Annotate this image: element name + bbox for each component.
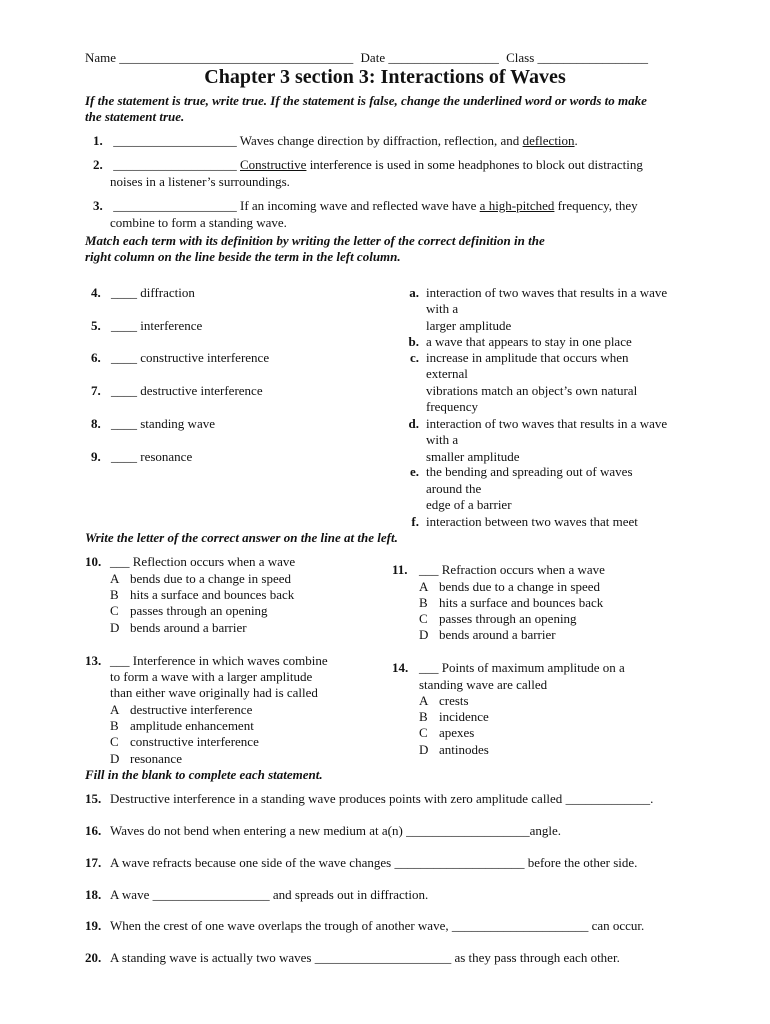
fill-item — [85, 950, 620, 966]
item-number: 20. — [85, 950, 102, 965]
match-term — [91, 416, 215, 432]
option-letter: D — [110, 620, 120, 635]
option-text: bends due to a change in speed — [130, 571, 292, 586]
name-field[interactable]: ____________________________________ — [119, 50, 354, 65]
answer-blank[interactable]: ____ — [111, 285, 137, 300]
fill-item — [85, 855, 637, 871]
definition-letter: e. — [409, 464, 419, 479]
question-14 — [392, 660, 625, 676]
item-text-end: can occur. — [588, 918, 645, 933]
definition-text: interaction of two waves that results in a wave — [426, 285, 668, 300]
item-text-end: and spreads out in diffraction. — [269, 887, 429, 902]
option[interactable] — [110, 571, 291, 587]
answer-blank[interactable]: ___________________ — [113, 133, 237, 148]
question-stem-line2: standing wave are called — [419, 677, 548, 692]
answer-blank[interactable]: ____ — [111, 318, 137, 333]
item-number: 18. — [85, 887, 102, 902]
definition-letter: d. — [408, 416, 419, 431]
item-number: 1. — [93, 133, 103, 148]
option-letter: D — [110, 751, 120, 766]
option[interactable] — [419, 742, 489, 758]
item-text: A wave refracts because one side of the wave changes — [110, 855, 395, 870]
underlined-term: deflection — [522, 133, 575, 148]
item-number: 19. — [85, 918, 102, 933]
option-text: amplitude enhancement — [130, 718, 254, 733]
option-letter: C — [419, 611, 428, 626]
item-number: 9. — [91, 449, 101, 464]
tf-item-3-line2: combine to form a standing wave. — [110, 215, 287, 230]
date-label: Date — [360, 50, 386, 65]
option[interactable] — [110, 751, 182, 767]
answer-blank[interactable]: _____________ — [565, 791, 651, 806]
item-text-end: before the other side. — [524, 855, 638, 870]
option[interactable] — [419, 595, 603, 611]
definition-text: frequency — [426, 399, 478, 414]
option-letter: A — [419, 579, 429, 594]
item-number: 17. — [85, 855, 102, 870]
mc-instructions: Write the letter of the correct answer on the line at the left. — [85, 530, 398, 545]
term-text: interference — [140, 318, 203, 333]
option-letter: C — [110, 734, 119, 749]
answer-blank[interactable]: ____ — [111, 449, 137, 464]
item-text-end: angle. — [529, 823, 561, 838]
item-text: A wave — [110, 887, 153, 902]
definition-letter: c. — [409, 350, 419, 365]
item-text-end: . — [574, 133, 578, 148]
option[interactable] — [419, 709, 489, 725]
option-text: apexes — [439, 725, 475, 740]
item-number: 6. — [91, 350, 101, 365]
item-number: 7. — [91, 383, 101, 398]
option-text: constructive interference — [130, 734, 259, 749]
option-letter: D — [419, 742, 429, 757]
term-text: diffraction — [140, 285, 195, 300]
fill-item — [85, 918, 644, 934]
answer-blank[interactable]: ___________________ — [113, 198, 237, 213]
definition-text: around the — [426, 481, 482, 496]
item-text: Waves do not bend when entering a new medium at a(n) — [110, 823, 407, 838]
item-number: 15. — [85, 791, 102, 806]
underlined-term: a high-pitched — [479, 198, 555, 213]
definition-letter: b. — [408, 334, 419, 349]
item-number: 11. — [392, 562, 408, 577]
definition-text: external — [426, 366, 468, 381]
match-term — [91, 449, 192, 465]
definition-text: smaller amplitude — [426, 449, 520, 464]
date-field[interactable]: _________________ — [388, 50, 499, 65]
option-letter: C — [419, 725, 428, 740]
answer-blank[interactable]: ____ — [111, 416, 137, 431]
option[interactable] — [419, 693, 469, 709]
option-letter: A — [419, 693, 429, 708]
option-text: passes through an opening — [130, 603, 268, 618]
question-stem-line2: to form a wave with a larger amplitude — [110, 669, 313, 684]
option[interactable] — [110, 620, 247, 636]
definition-text: the bending and spreading out of waves — [426, 464, 633, 479]
definition-text: edge of a barrier — [426, 497, 512, 512]
option-text: hits a surface and bounces back — [439, 595, 604, 610]
question-stem: ___ Interference in which waves combine — [110, 653, 328, 668]
item-text: A standing wave is actually two waves — [110, 950, 315, 965]
option-text: resonance — [130, 751, 182, 766]
answer-blank[interactable]: ____________________ — [394, 855, 525, 870]
fill-item — [85, 791, 653, 807]
question-13 — [85, 653, 328, 669]
definition-text: with a — [426, 432, 459, 447]
option-letter: B — [110, 718, 119, 733]
class-label: Class — [506, 50, 535, 65]
class-field[interactable]: _________________ — [537, 50, 649, 65]
match-term — [91, 318, 202, 334]
fill-instructions: Fill in the blank to complete each statement. — [85, 767, 323, 782]
item-number: 16. — [85, 823, 102, 838]
item-text: Waves change direction by diffraction, reflection, and — [239, 133, 523, 148]
option[interactable] — [110, 718, 254, 734]
option-text: passes through an opening — [439, 611, 577, 626]
answer-blank[interactable]: _____________________ — [314, 950, 452, 965]
fill-item — [85, 823, 561, 839]
match-term — [91, 350, 269, 366]
option-text: destructive interference — [130, 702, 253, 717]
definition-letter: f. — [411, 514, 419, 529]
match-instructions-2: right column on the line beside the term in the left column. — [85, 249, 401, 264]
option[interactable] — [419, 627, 556, 643]
item-text: If an incoming wave and reflected wave have — [240, 198, 480, 213]
name-label: Name — [85, 50, 117, 65]
option-letter: B — [419, 595, 428, 610]
tf-item-3 — [93, 198, 638, 214]
term-text: constructive interference — [140, 350, 270, 365]
fill-item — [85, 887, 428, 903]
answer-blank[interactable]: ___________________ — [113, 157, 237, 172]
item-number: 5. — [91, 318, 101, 333]
item-number: 4. — [91, 285, 101, 300]
option-letter: B — [419, 709, 428, 724]
definition-text: interaction between two waves that meet — [426, 514, 638, 529]
option-letter: B — [110, 587, 119, 602]
term-text: resonance — [140, 449, 193, 464]
definition-text: with a — [426, 301, 459, 316]
option-letter: A — [110, 571, 120, 586]
answer-blank[interactable]: _____________________ — [451, 918, 589, 933]
option[interactable] — [419, 579, 600, 595]
question-stem: ___ Points of maximum amplitude on a — [419, 660, 625, 675]
option[interactable] — [110, 587, 294, 603]
item-text: Destructive interference in a standing wave produces points with zero amplitude called — [110, 791, 566, 806]
question-stem-line3: than either wave originally had is called — [110, 685, 318, 700]
tf-instructions-1: If the statement is true, write true. If the statement is false, change the underlined word or words to make — [85, 93, 647, 108]
definition-text: interaction of two waves that results in a wave — [426, 416, 668, 431]
option[interactable] — [419, 611, 577, 627]
option-text: incidence — [439, 709, 489, 724]
definition-text: a wave that appears to stay in one place — [426, 334, 632, 349]
definition-text: vibrations match an object’s own natural — [426, 383, 638, 398]
match-term — [91, 383, 263, 399]
question-stem: ___ Reflection occurs when a wave — [110, 554, 296, 569]
item-text-end: as they pass through each other. — [451, 950, 620, 965]
answer-blank[interactable]: ___________________ — [406, 823, 530, 838]
question-10 — [85, 554, 295, 570]
option[interactable] — [110, 603, 268, 619]
option[interactable] — [110, 734, 259, 750]
page-title: Chapter 3 section 3: Interactions of Waves — [204, 66, 566, 88]
underlined-term: Constructive — [240, 157, 307, 172]
header-line — [85, 50, 648, 66]
option-text: antinodes — [439, 742, 489, 757]
answer-blank[interactable]: ____ — [111, 383, 137, 398]
tf-instructions-2: the statement true. — [85, 109, 185, 124]
tf-item-2-line2: noises in a listener’s surroundings. — [110, 174, 290, 189]
question-stem: ___ Refraction occurs when a wave — [419, 562, 605, 577]
option-letter: D — [419, 627, 429, 642]
item-number: 14. — [392, 660, 409, 675]
item-number: 10. — [85, 554, 102, 569]
option-letter: C — [110, 603, 119, 618]
item-text: interference is used in some headphones to block out distracting — [306, 157, 643, 172]
answer-blank[interactable]: __________________ — [152, 887, 270, 902]
item-number: 8. — [91, 416, 101, 431]
option[interactable] — [419, 725, 474, 741]
answer-blank[interactable]: ____ — [111, 350, 137, 365]
tf-item-2 — [93, 157, 643, 173]
item-number: 3. — [93, 198, 103, 213]
item-number: 2. — [93, 157, 103, 172]
match-term — [91, 285, 195, 301]
option-text: bends around a barrier — [439, 627, 556, 642]
definition-text: increase in amplitude that occurs when — [426, 350, 629, 365]
item-text: When the crest of one wave overlaps the trough of another wave, — [110, 918, 452, 933]
item-text-end: frequency, they — [554, 198, 638, 213]
question-11 — [392, 562, 605, 578]
match-instructions-1: Match each term with its definition by writing the letter of the correct definition in the — [85, 233, 545, 248]
definition-letter: a. — [409, 285, 419, 300]
option-text: bends due to a change in speed — [439, 579, 601, 594]
option-text: bends around a barrier — [130, 620, 247, 635]
item-number: 13. — [85, 653, 102, 668]
tf-item-1 — [93, 133, 578, 149]
option[interactable] — [110, 702, 252, 718]
option-text: crests — [439, 693, 469, 708]
option-letter: A — [110, 702, 120, 717]
item-text-end: . — [650, 791, 654, 806]
term-text: standing wave — [140, 416, 215, 431]
term-text: destructive interference — [140, 383, 263, 398]
option-text: hits a surface and bounces back — [130, 587, 295, 602]
definition-text: larger amplitude — [426, 318, 512, 333]
